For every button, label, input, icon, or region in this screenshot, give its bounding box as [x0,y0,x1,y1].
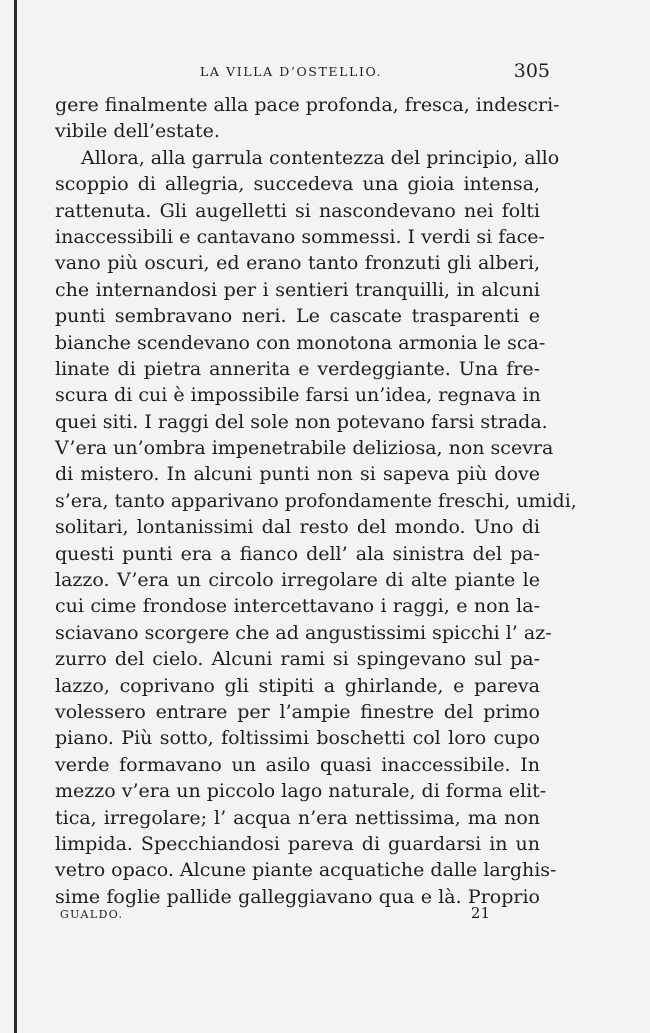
sheet-number: 21 [470,904,490,922]
signature-mark: GUALDO. [60,908,124,921]
text-line: volessero entrare per l’ampie finestre del primo [55,700,540,723]
text-line: scoppio di allegria, succedeva una gioia intensa, [55,173,540,196]
text-line: zurro del cielo. Alcuni rami si spingevano sul pa- [55,648,540,671]
text-line: rattenuta. Gli augelletti si nascondevano nei folti [55,199,540,222]
text-line: Allora, alla garrula contentezza del principio, allo [81,146,560,169]
text-line: quei siti. I raggi del sole non potevano farsi strada. [55,410,548,433]
text-line: che internandosi per i sentieri tranquilli, in alcuni [55,278,540,301]
text-line: vetro opaco. Alcune piante acquatiche dalle larghis- [55,859,557,882]
page-header [60,60,550,90]
text-line: bianche scendevano con monotona armonia le sca- [55,331,546,354]
text-line: di mistero. In alcuni punti non si sapeva più dove [55,463,540,486]
text-line: tica, irregolare; l’ acqua n’era nettissima, ma non [55,806,540,829]
binding-edge [14,0,17,1033]
text-line: mezzo v’era un piccolo lago naturale, di forma elit- [55,780,547,803]
text-line: lazzo. V’era un circolo irregolare di alte piante le [55,569,540,592]
text-line: limpida. Specchiandosi pareva di guardarsi in un [55,832,540,855]
text-line: punti sembravano neri. Le cascate trasparenti e [55,305,540,328]
body-text [55,92,577,910]
text-line: sime foglie pallide galleggiavano qua e là. Proprio [55,885,540,908]
text-line: solitari, lontanissimi dal resto del mondo. Uno di [55,516,540,539]
text-line: lazzo, coprivano gli stipiti a ghirlande, e pareva [55,674,540,697]
text-line: verde formavano un asilo quasi inaccessibile. In [55,753,540,776]
text-line: piano. Più sotto, foltissimi boschetti col loro cupo [55,727,540,750]
text-line: vibile dell’estate. [55,120,220,143]
running-title: LA VILLA D’OSTELLIO. [200,64,383,79]
text-line: linate di pietra annerita e verdeggiante. Una fre- [55,357,540,380]
text-line: V’era un’ombra impenetrabile deliziosa, non scevra [55,437,554,460]
text-line: sciavano scorgere che ad angustissimi spicchi l’ az- [55,621,552,644]
text-line: gere finalmente alla pace profonda, fresca, indescri- [55,94,560,116]
text-line: s’era, tanto apparivano profondamente freschi, umidi, [55,489,577,512]
text-line: scura di cui è impossibile farsi un’idea, regnava in [55,384,541,407]
text-line: vano più oscuri, ed erano tanto fronzuti gli alberi, [55,252,540,275]
text-line: cui cime frondose intercettavano i raggi, e non la- [55,595,540,618]
text-line: questi punti era a fianco dell’ ala sinistra del pa- [55,542,540,565]
text-line: inaccessibili e cantavano sommessi. I verdi si face- [55,225,545,248]
page-footer [60,904,490,928]
page-number: 305 [513,60,550,82]
